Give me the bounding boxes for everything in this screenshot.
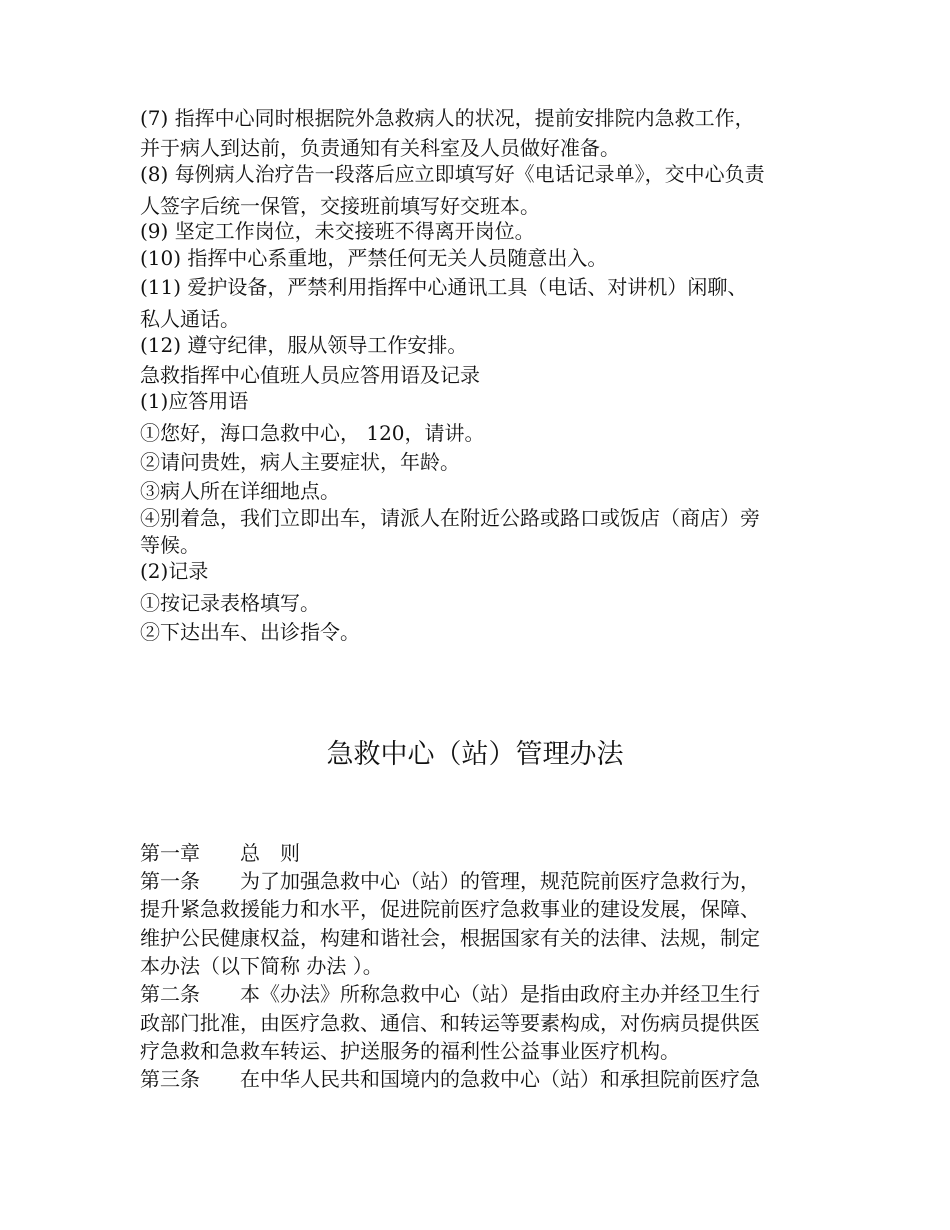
text-line: (9) 坚定工作岗位，未交接班不得离开岗位。: [140, 219, 535, 243]
text-line: 第三条 在中华人民共和国境内的急救中心（站）和承担院前医疗急: [140, 1067, 760, 1091]
text-line: (12) 遵守纪律，服从领导工作安排。: [140, 333, 468, 357]
text-line: 急救指挥中心值班人员应答用语及记录: [140, 363, 480, 387]
text-line: ①按记录表格填写。: [140, 591, 320, 615]
text-line: (8) 每例病人治疗告一段落后应立即填写好《电话记录单》，交中心负责: [140, 162, 765, 186]
text-line: 并于病人到达前，负责通知有关科室及人员做好准备。: [140, 136, 620, 160]
text-line: ②下达出车、出诊指令。: [140, 620, 360, 644]
text-line: (10) 指挥中心系重地，严禁任何无关人员随意出入。: [140, 246, 608, 270]
text-line: 第一条 为了加强急救中心（站）的管理，规范院前医疗急救行为，: [140, 869, 760, 893]
page-title: 急救中心（站）管理办法: [326, 739, 624, 770]
text-line: 人签字后统一保管，交接班前填写好交班本。: [140, 194, 540, 218]
text-line: ③病人所在详细地点。: [140, 479, 340, 503]
text-line: 等候。: [140, 533, 200, 557]
text-line: ④别着急，我们立即出车，请派人在附近公路或路口或饭店（商店）旁: [140, 506, 760, 530]
text-line: ②请问贵姓，病人主要症状，年龄。: [140, 450, 460, 474]
text-line: 本办法（以下简称 办法 ）。: [140, 954, 383, 978]
text-line: 疗急救和急救车转运、护送服务的福利性公益事业医疗机构。: [140, 1039, 680, 1063]
text-line: 维护公民健康权益，构建和谐社会，根据国家有关的法律、法规，制定: [140, 926, 760, 950]
text-line: (11) 爱护设备，严禁利用指挥中心通讯工具（电话、对讲机）闲聊、: [140, 275, 748, 299]
text-line: ①您好，海口急救中心， 120，请讲。: [140, 421, 485, 445]
text-line: 提升紧急救援能力和水平，促进院前医疗急救事业的建设发展，保障、: [140, 897, 760, 921]
text-line: 第二条 本《办法》所称急救中心（站）是指由政府主办并经卫生行: [140, 982, 760, 1006]
text-line: (7) 指挥中心同时根据院外急救病人的状况，提前安排院内急救工作，: [140, 106, 755, 130]
text-line: 政部门批准，由医疗急救、通信、和转运等要素构成，对伤病员提供医: [140, 1011, 760, 1035]
text-line: (1)应答用语: [140, 389, 249, 413]
text-line: 私人通话。: [140, 307, 240, 331]
text-line: 第一章 总 则: [140, 841, 300, 865]
text-line: (2)记录: [140, 559, 209, 583]
